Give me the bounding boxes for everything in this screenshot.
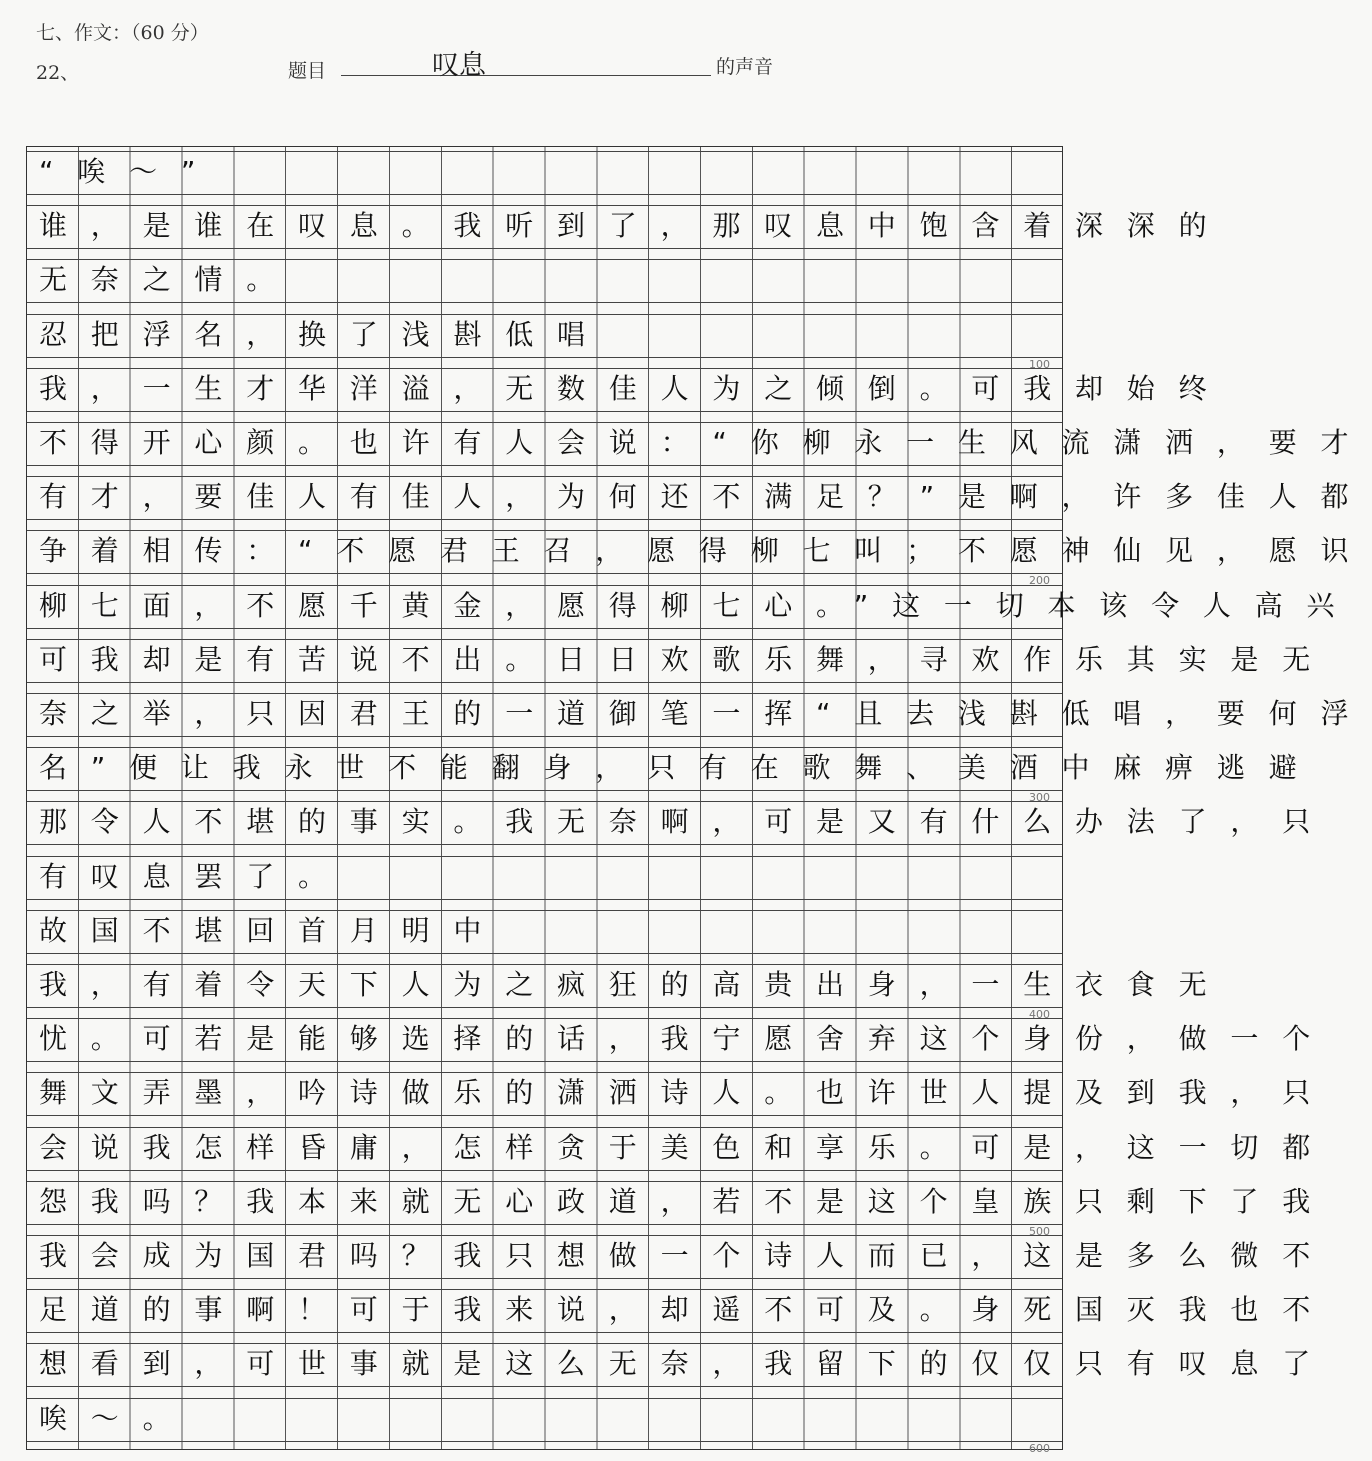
essay-line: 会说我怎样昏庸，怎样贪于美色和享乐。可是，这一切都 [39, 1130, 1335, 1164]
essay-line: 那令人不堪的事实。我无奈啊，可是又有什么办法了，只 [39, 805, 1335, 839]
essay-line: 故国不堪回首月明中 [39, 913, 506, 947]
essay-line: 想看到，可世事就是这么无奈，我留下的仅仅只有叹息了 [39, 1347, 1335, 1381]
essay-line: 奈之举，只因君王的一道御笔一挥“且去浅斟低唱，要何浮 [39, 697, 1372, 730]
essay-line: 有叹息罢了。 [39, 859, 350, 893]
topic-underline [341, 75, 711, 76]
question-number: 22、 [36, 62, 80, 84]
essay-line: 我，有着令天下人为之疯狂的高贵出身，一生衣食无 [39, 968, 1231, 1001]
word-count-marker: 100 [1029, 357, 1050, 371]
essay-line: 可我却是有苦说不出。日日欢歌乐舞，寻欢作乐其实是无 [39, 642, 1335, 676]
essay-line: 舞文弄墨，吟诗做乐的潇洒诗人。也许世人提及到我，只 [39, 1076, 1335, 1110]
topic-label: 题目 [288, 60, 327, 82]
word-count-marker: 200 [1029, 574, 1050, 588]
essay-line: 争着相传：“不愿君王召，愿得柳七叫；不愿神仙见，愿识 [39, 534, 1372, 568]
essay-line: 足道的事啊！可于我来说，却遥不可及。身死国灭我也不 [39, 1293, 1335, 1327]
writing-grid [26, 146, 1372, 1455]
word-count-marker: 500 [1029, 1224, 1050, 1238]
essay-line: 我会成为国君吗？我只想做一个诗人而已，这是多么微不 [39, 1239, 1335, 1272]
word-count-marker: 400 [1029, 1008, 1050, 1021]
essay-line: 有才，要佳人有佳人，为何还不满足？”是啊，许多佳人都 [39, 480, 1372, 514]
essay-line: 我，一生才华洋溢，无数佳人为之倾倒。可我却始终 [39, 371, 1231, 405]
essay-line: 唉～。 [39, 1401, 195, 1435]
topic-suffix: 的声音 [716, 56, 774, 78]
essay-line: 忍把浮名，换了浅斟低唱 [39, 317, 609, 351]
essay-line: 无奈之情。 [39, 263, 299, 297]
essay-line: 怨我吗？我本来就无心政道，若不是这个皇族只剩下了我 [39, 1184, 1335, 1218]
essay-line: 名”便让我永世不能翻身，只有在歌舞、美酒中麻痹逃避 [39, 751, 1321, 785]
essay-line: 不得开心颜。也许有人会说：“你柳永一生风流潇洒，要才 [39, 426, 1372, 459]
essay-line: 忧。可若是能够选择的话，我宁愿舍弃这个身份，做一个 [39, 1022, 1335, 1056]
topic-handwritten-fill: 叹息 [432, 50, 486, 81]
essay-line: “唉～” [39, 155, 220, 188]
word-count-marker: 300 [1029, 791, 1050, 805]
essay-line: 柳七面，不愿千黄金，愿得柳七心。”这一切本该令人高兴 [39, 588, 1359, 622]
section-title: 七、作文：（60 分） [36, 22, 209, 44]
essay-line: 谁，是谁在叹息。我听到了，那叹息中饱含着深深的 [39, 209, 1231, 243]
word-count-marker: 600 [1029, 1441, 1050, 1455]
